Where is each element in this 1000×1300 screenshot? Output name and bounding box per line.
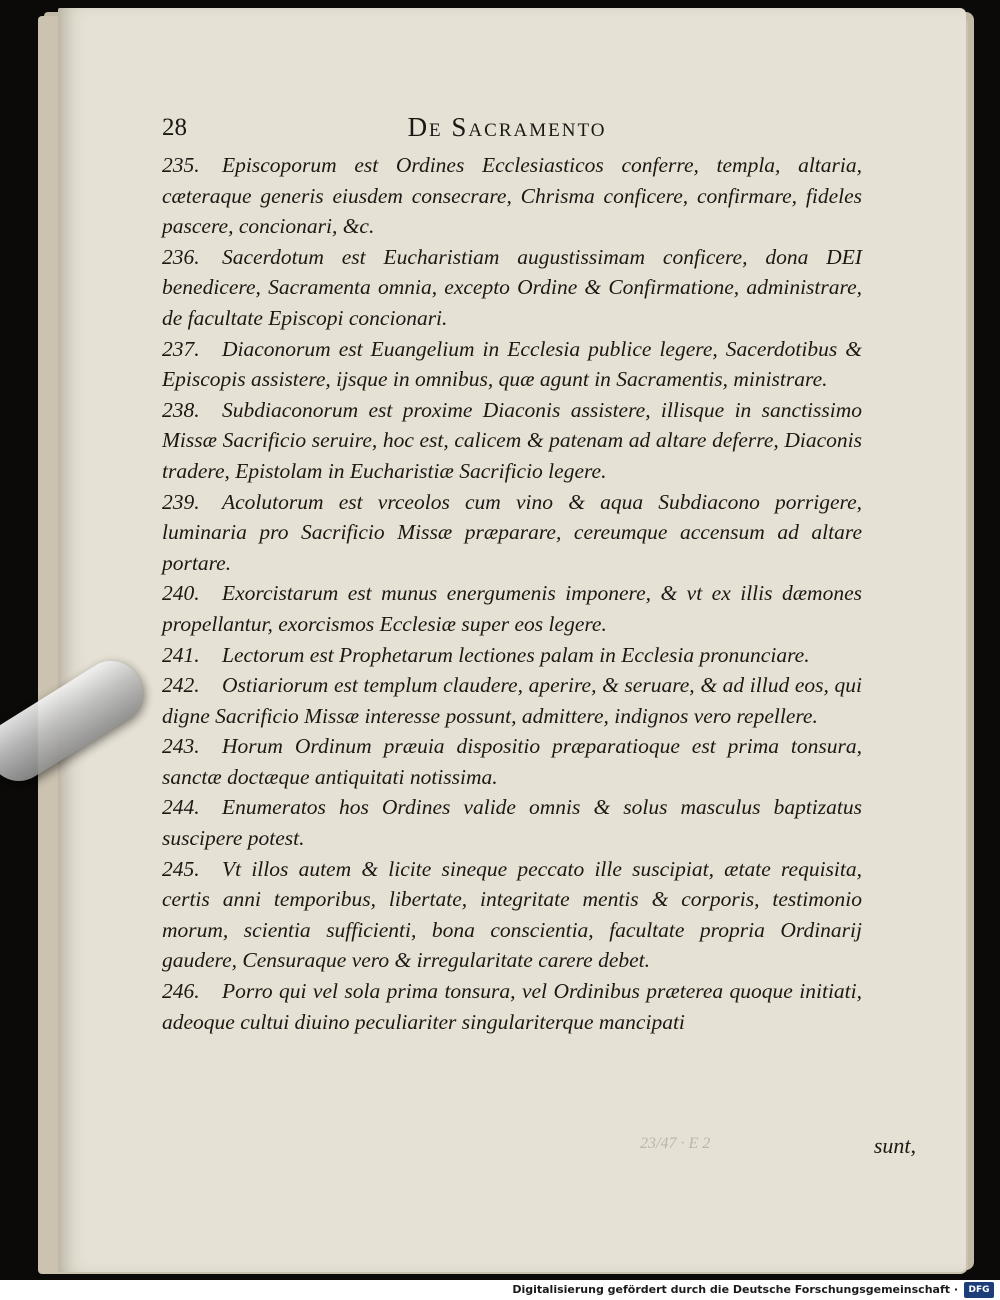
paragraph	[162, 854, 862, 976]
paragraph-text: Porro qui vel sola prima tonsura, vel Ordinibus præterea quoque initiati, adeoque cultui diuino peculiariter singulariterque mancipati	[162, 979, 862, 1034]
body-text	[162, 150, 862, 1037]
paragraph	[162, 487, 862, 579]
paragraph-text: Acolutorum est vrceolos cum vino & aqua Subdiacono porrigere, luminaria pro Sacrificio Missæ præparare, cereumque accensum ad altare portare.	[162, 489, 862, 575]
paragraph	[162, 150, 862, 242]
paragraph-number: 236.	[162, 244, 200, 269]
paragraph-number: 242.	[162, 673, 200, 698]
paragraph	[162, 334, 862, 395]
paragraph-number: 246.	[162, 979, 200, 1004]
paragraph-number: 244.	[162, 795, 200, 820]
paragraph-number: 240.	[162, 581, 200, 606]
paragraph	[162, 640, 862, 671]
footer-bar	[0, 1280, 1000, 1300]
paragraph	[162, 395, 862, 487]
paragraph-text: Sacerdotum est Eucharistiam augustissimam conficere, dona DEI benedicere, Sacramenta omnia, excepto Ordine & Confirmatione, administrare, de facultate Episcopi concionari.	[162, 244, 862, 330]
bleed-through-text: 23/47 · E 2	[640, 1135, 711, 1152]
page-number: 28	[162, 114, 187, 141]
paragraph	[162, 578, 862, 639]
page-header	[162, 112, 852, 152]
paragraph-number: 241.	[162, 642, 200, 667]
paragraph	[162, 792, 862, 853]
paragraph-text: Diaconorum est Euangelium in Ecclesia publice legere, Sacerdotibus & Episcopis assistere, ijsque in omnibus, quæ agunt in Sacramentis, ministrare.	[162, 336, 862, 392]
paragraph	[162, 670, 862, 731]
paragraph-text: Exorcistarum est munus energumenis imponere, & vt ex illis dæmones propellantur, exorcismos Ecclesiæ super eos legere.	[162, 581, 862, 636]
paragraph-number: 245.	[162, 856, 200, 881]
paragraph-number: 238.	[162, 397, 200, 422]
paragraph-text: Vt illos autem & licite sineque peccato ille suscipiat, ætate requisita, certis anni temporibus, libertate, integritate mentis & corporis, testimonio morum, scientia sufficienti, bona conscientia, facultate propria Ordinarij gaudere, Censuraque vero & irregularitate carere debet.	[162, 856, 862, 973]
paragraph-number: 235.	[162, 153, 200, 177]
paragraph-text: Episcoporum est Ordines Ecclesiasticos conferre, templa, altaria, cæteraque generis eiusdem consecrare, Chrisma conficere, confirmare, fideles pascere, concionari, &c.	[162, 153, 862, 239]
paragraph-text: Lectorum est Prophetarum lectiones palam in Ecclesia pronunciare.	[222, 642, 810, 667]
dfg-logo-icon: DFG	[964, 1282, 994, 1298]
paragraph-text: Horum Ordinum præuia dispositio præparatioque est prima tonsura, sanctæ doctæque antiquitati notissima.	[162, 734, 862, 789]
catchword: sunt,	[873, 1133, 916, 1158]
paragraph	[162, 731, 862, 792]
paragraph-text: Enumeratos hos Ordines valide omnis & solus masculus baptizatus suscipere potest.	[162, 795, 862, 851]
paragraph-number: 239.	[162, 489, 200, 514]
paragraph	[162, 976, 862, 1037]
paragraph-number: 243.	[162, 734, 200, 759]
paragraph	[162, 242, 862, 334]
funding-credit: Digitalisierung gefördert durch die Deutsche Forschungsgemeinschaft ·	[512, 1283, 958, 1296]
paragraph-text: Ostiariorum est templum claudere, aperire, & seruare, & ad illud eos, qui digne Sacrificio Missæ interesse possunt, admittere, indignos vero repellere.	[162, 673, 862, 728]
running-title: De Sacramento	[407, 112, 607, 142]
paragraph-text: Subdiaconorum est proxime Diaconis assistere, illisque in sanctissimo Missæ Sacrificio seruire, hoc est, calicem & patenam ad altare deferre, Diaconis tradere, Epistolam in Eucharistiæ Sacrificio legere.	[162, 397, 862, 483]
paragraph-number: 237.	[162, 336, 200, 361]
